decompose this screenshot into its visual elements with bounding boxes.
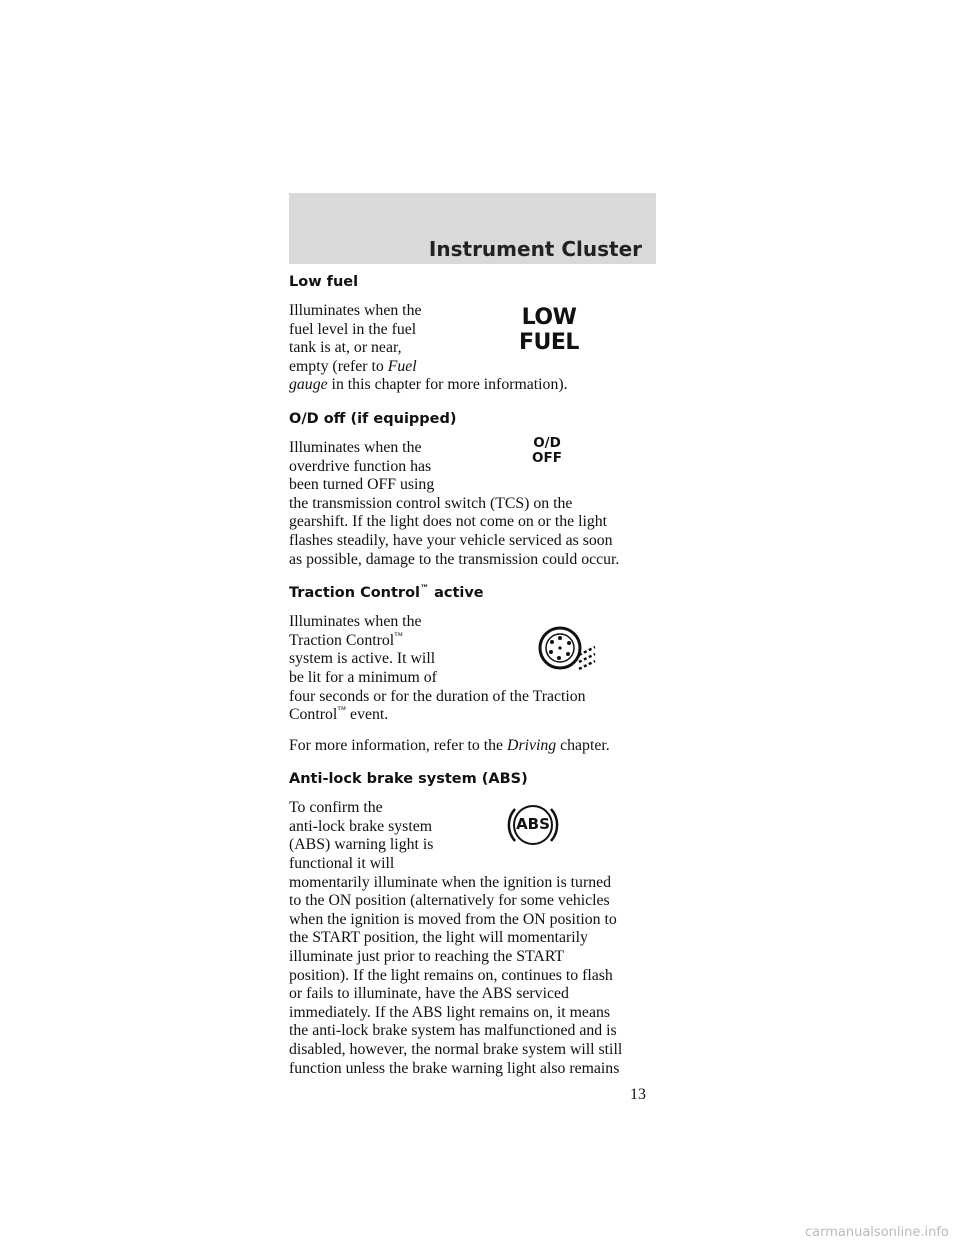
abs-line: illuminate just prior to reaching the START xyxy=(289,948,565,966)
low-fuel-line: fuel level in the fuel xyxy=(289,320,417,338)
abs-line: to the ON position (alternatively for some vehicles xyxy=(289,892,610,910)
abs-line: when the ignition is moved from the ON position to xyxy=(289,910,617,928)
page-number: 13 xyxy=(630,1086,646,1103)
watermark: carmanualsonline.info xyxy=(805,1225,949,1240)
od-off-line: been turned OFF using xyxy=(289,476,435,494)
traction-line6-text: Control xyxy=(289,706,338,724)
traction-line xyxy=(289,706,661,725)
section-od-off xyxy=(289,411,661,569)
low-fuel-line5-text: in this chapter for more information). xyxy=(327,376,568,394)
trademark-symbol: ™ xyxy=(394,630,403,641)
abs-line: or fails to illuminate, have the ABS serviced xyxy=(289,985,569,1003)
traction-line2-text: Traction Control xyxy=(289,631,395,649)
traction-line: four seconds or for the duration of the Traction xyxy=(289,687,586,705)
low-fuel-icon xyxy=(509,305,589,355)
page-content xyxy=(289,274,661,1078)
traction-line: system is active. It will xyxy=(289,650,436,668)
low-fuel-line4-text: empty (refer to xyxy=(289,357,388,375)
more-info-suffix: chapter. xyxy=(556,736,610,754)
traction-line xyxy=(289,632,449,651)
traction-line6-suffix: event. xyxy=(346,706,389,724)
page-section-title: Instrument Cluster xyxy=(428,237,642,261)
driving-chapter-ref: Driving xyxy=(507,736,557,754)
abs-line: (ABS) warning light is xyxy=(289,836,434,854)
abs-line: position). If the light remains on, continues to flash xyxy=(289,966,613,984)
abs-line: the START position, the light will momentarily xyxy=(289,929,588,947)
abs-line: functional it will xyxy=(289,855,395,873)
traction-line: Illuminates when the xyxy=(289,613,422,631)
abs-line: To confirm the xyxy=(289,799,383,817)
traction-more-info xyxy=(289,737,661,756)
abs-line: disabled, however, the normal brake system will still xyxy=(289,1041,623,1058)
heading-low-fuel: Low fuel xyxy=(289,274,359,290)
od-off-line: Illuminates when the xyxy=(289,438,422,456)
abs-line: momentarily illuminate when the ignition is turned xyxy=(289,873,612,891)
abs-line: anti-lock brake system xyxy=(289,817,433,835)
section-abs xyxy=(289,771,661,1078)
od-off-line: gearshift. If the light does not come on or the light xyxy=(289,513,608,531)
abs-line: function unless the brake warning light also remains xyxy=(289,1059,620,1077)
fuel-gauge-ref-1: Fuel xyxy=(387,357,417,375)
section-low-fuel xyxy=(289,274,661,395)
traction-heading-text: Traction Control xyxy=(289,585,421,602)
abs-line: the anti-lock brake system has malfunctioned and is xyxy=(289,1022,617,1040)
traction-line: be lit for a minimum of xyxy=(289,668,437,686)
od-off-icon-line1: O/D xyxy=(533,434,561,451)
od-off-line: the transmission control switch (TCS) on the xyxy=(289,494,573,512)
low-fuel-line xyxy=(289,376,661,395)
low-fuel-line: tank is at, or near, xyxy=(289,339,402,357)
section-traction-control xyxy=(289,585,661,755)
trademark-symbol: ™ xyxy=(420,584,430,595)
trademark-symbol: ™ xyxy=(337,704,347,715)
abs-line: immediately. If the ABS light remains on, it means xyxy=(289,1003,611,1021)
heading-od-off: O/D off (if equipped) xyxy=(289,410,457,427)
low-fuel-line: Illuminates when the xyxy=(289,302,422,319)
more-info-text: For more information, refer to the xyxy=(289,736,508,754)
low-fuel-icon-line2: FUEL xyxy=(519,330,579,355)
abs-icon xyxy=(505,799,561,851)
traction-control-icon xyxy=(533,621,603,681)
traction-heading-suffix: active xyxy=(429,585,484,602)
od-off-icon xyxy=(517,436,577,466)
od-off-line: as possible, damage to the transmission could occur. xyxy=(289,550,620,568)
abs-icon-label: ABS xyxy=(516,815,550,834)
od-off-icon-line2: OFF xyxy=(532,449,562,466)
low-fuel-icon-line1: LOW xyxy=(521,305,577,330)
fuel-gauge-ref-2: gauge xyxy=(289,376,328,394)
heading-traction-control xyxy=(289,585,661,601)
heading-abs: Anti-lock brake system (ABS) xyxy=(289,771,528,788)
od-off-line: flashes steadily, have your vehicle serviced as soon xyxy=(289,531,613,549)
header-band xyxy=(289,193,656,264)
od-off-line: overdrive function has xyxy=(289,457,432,475)
low-fuel-line xyxy=(289,358,661,377)
